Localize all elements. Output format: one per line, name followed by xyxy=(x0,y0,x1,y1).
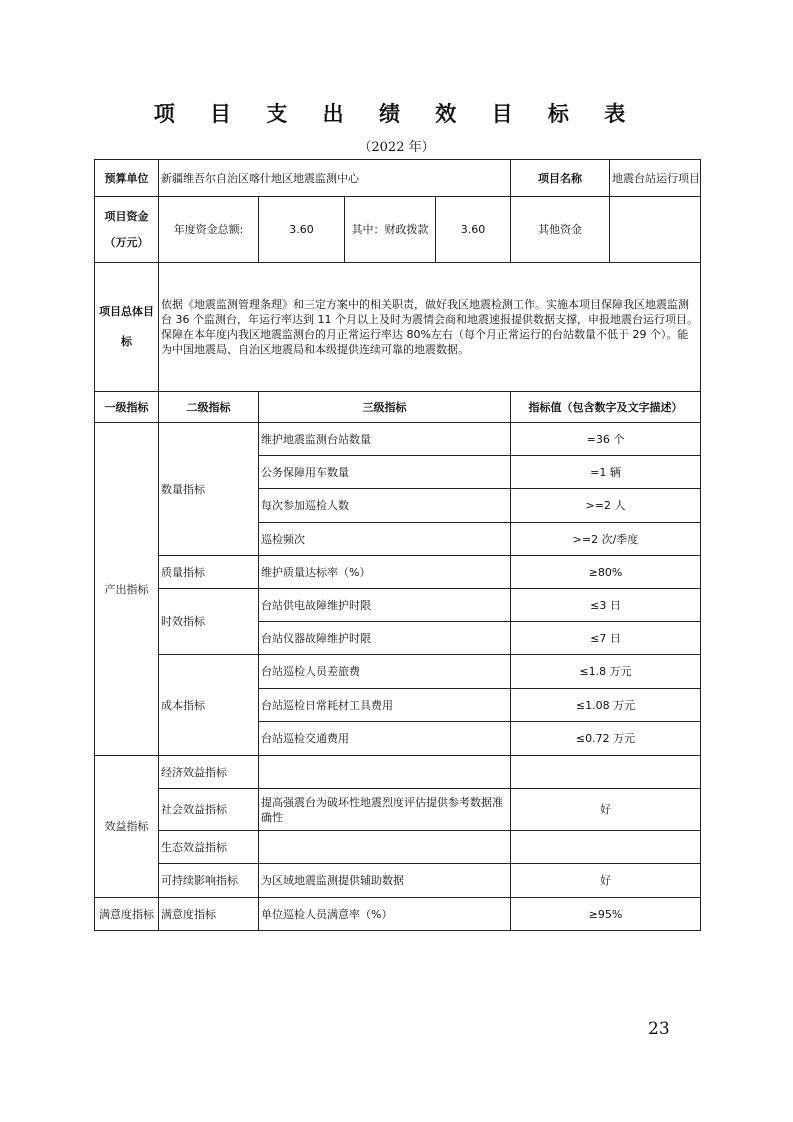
goal-label-line1: 项目总体目 xyxy=(99,305,154,318)
table-row xyxy=(95,831,701,864)
goal-label xyxy=(95,263,159,392)
indicator-name: 维护地震监测台站数量 xyxy=(259,423,511,456)
performance-target-table xyxy=(94,159,701,931)
annual-total-label: 年度资金总额: xyxy=(159,197,259,263)
indicator-value: 好 xyxy=(511,789,701,831)
indicator-name: 提高强震台为破坏性地震烈度评估提供参考数据准确性 xyxy=(259,789,511,831)
header-row xyxy=(95,160,701,197)
col-indicator-value: 指标值（包含数字及文字描述） xyxy=(511,392,701,423)
budget-unit-value: 新疆维吾尔自治区喀什地区地震监测中心 xyxy=(159,160,511,197)
indicator-value: ≤1.08 万元 xyxy=(511,689,701,722)
table-row xyxy=(95,655,701,689)
funds-label-line1: 项目资金 xyxy=(104,209,149,223)
table-row xyxy=(95,789,701,831)
indicator-name: 台站供电故障维护时限 xyxy=(259,589,511,622)
fiscal-label: 其中：财政拨款 xyxy=(345,197,436,263)
document-year: （2022 年） xyxy=(358,140,435,155)
page-number: 23 xyxy=(648,1019,670,1039)
funds-label xyxy=(95,197,159,263)
indicator-value: ≤0.72 万元 xyxy=(511,722,701,756)
indicator-name: 每次参加巡检人数 xyxy=(259,489,511,523)
indicator-name: 巡检频次 xyxy=(259,523,511,556)
indicator-value: 好 xyxy=(511,864,701,898)
indicator-value: ≥80% xyxy=(511,556,701,589)
indicator-name: 为区域地震监测提供辅助数据 xyxy=(259,864,511,898)
goal-text: 依据《地震监测管理条理》和三定方案中的相关职责，做好我区地震检测工作。实施本项目保障我区地震监测台 36 个监测台，年运行率达到 11 个月以上及时为震情会商和地震速报提供数据支撑，申报地震台运行项目。保障在本年度内我区地震监测台的月正常运行率达 80%左右（每个月正常运行的台站数量不低于 29 个）。能为中国地震局、自治区地震局和本级提供连续可靠的地震数据。 xyxy=(159,263,701,392)
indicator-name: 台站巡检交通费用 xyxy=(259,722,511,756)
subgroup-quantity: 数量指标 xyxy=(159,423,259,556)
indicator-value: ≤1.8 万元 xyxy=(511,655,701,689)
subgroup-ecological: 生态效益指标 xyxy=(159,831,259,864)
budget-unit-label: 预算单位 xyxy=(95,160,159,197)
indicator-value: ≥95% xyxy=(511,898,701,931)
funds-row xyxy=(95,197,701,263)
table-row xyxy=(95,589,701,622)
indicator-value: =1 辆 xyxy=(511,456,701,489)
subgroup-cost: 成本指标 xyxy=(159,655,259,756)
other-funds-label: 其他资金 xyxy=(511,197,610,263)
subgroup-quality: 质量指标 xyxy=(159,556,259,589)
group-output: 产出指标 xyxy=(95,423,159,756)
indicator-value xyxy=(511,831,701,864)
subgroup-social: 社会效益指标 xyxy=(159,789,259,831)
table-row xyxy=(95,864,701,898)
subgroup-satisfaction: 满意度指标 xyxy=(159,898,259,931)
column-header-row xyxy=(95,392,701,423)
group-benefit: 效益指标 xyxy=(95,756,159,898)
indicator-value: >=2 次/季度 xyxy=(511,523,701,556)
project-name-value: 地震台站运行项目 xyxy=(610,160,701,197)
goal-row xyxy=(95,263,701,392)
fiscal-value: 3.60 xyxy=(436,197,511,263)
table-row xyxy=(95,756,701,789)
group-satisfaction: 满意度指标 xyxy=(95,898,159,931)
annual-total-value: 3.60 xyxy=(259,197,345,263)
indicator-value: ≤7 日 xyxy=(511,622,701,655)
indicator-name: 台站巡检人员差旅费 xyxy=(259,655,511,689)
indicator-name: 公务保障用车数量 xyxy=(259,456,511,489)
indicator-value: ≤3 日 xyxy=(511,589,701,622)
subgroup-timeliness: 时效指标 xyxy=(159,589,259,655)
indicator-name: 台站巡检日常耗材工具费用 xyxy=(259,689,511,722)
indicator-value xyxy=(511,756,701,789)
indicator-name: 单位巡检人员满意率（%） xyxy=(259,898,511,931)
indicator-value: =36 个 xyxy=(511,423,701,456)
indicator-name xyxy=(259,756,511,789)
subgroup-sustainable: 可持续影响指标 xyxy=(159,864,259,898)
col-level2: 二级指标 xyxy=(159,392,259,423)
indicator-value: >=2 人 xyxy=(511,489,701,523)
other-funds-value xyxy=(610,197,701,263)
indicator-name: 维护质量达标率（%） xyxy=(259,556,511,589)
col-level1: 一级指标 xyxy=(95,392,159,423)
table-row xyxy=(95,898,701,931)
subgroup-economic: 经济效益指标 xyxy=(159,756,259,789)
indicator-name: 台站仪器故障维护时限 xyxy=(259,622,511,655)
table-row xyxy=(95,556,701,589)
col-level3: 三级指标 xyxy=(259,392,511,423)
table-row xyxy=(95,423,701,456)
goal-label-line2: 标 xyxy=(121,335,132,348)
funds-label-line2: （万元） xyxy=(104,235,149,249)
document-title: 项 目 支 出 绩 效 目 标 表 xyxy=(153,102,640,126)
project-name-label: 项目名称 xyxy=(511,160,610,197)
indicator-name xyxy=(259,831,511,864)
